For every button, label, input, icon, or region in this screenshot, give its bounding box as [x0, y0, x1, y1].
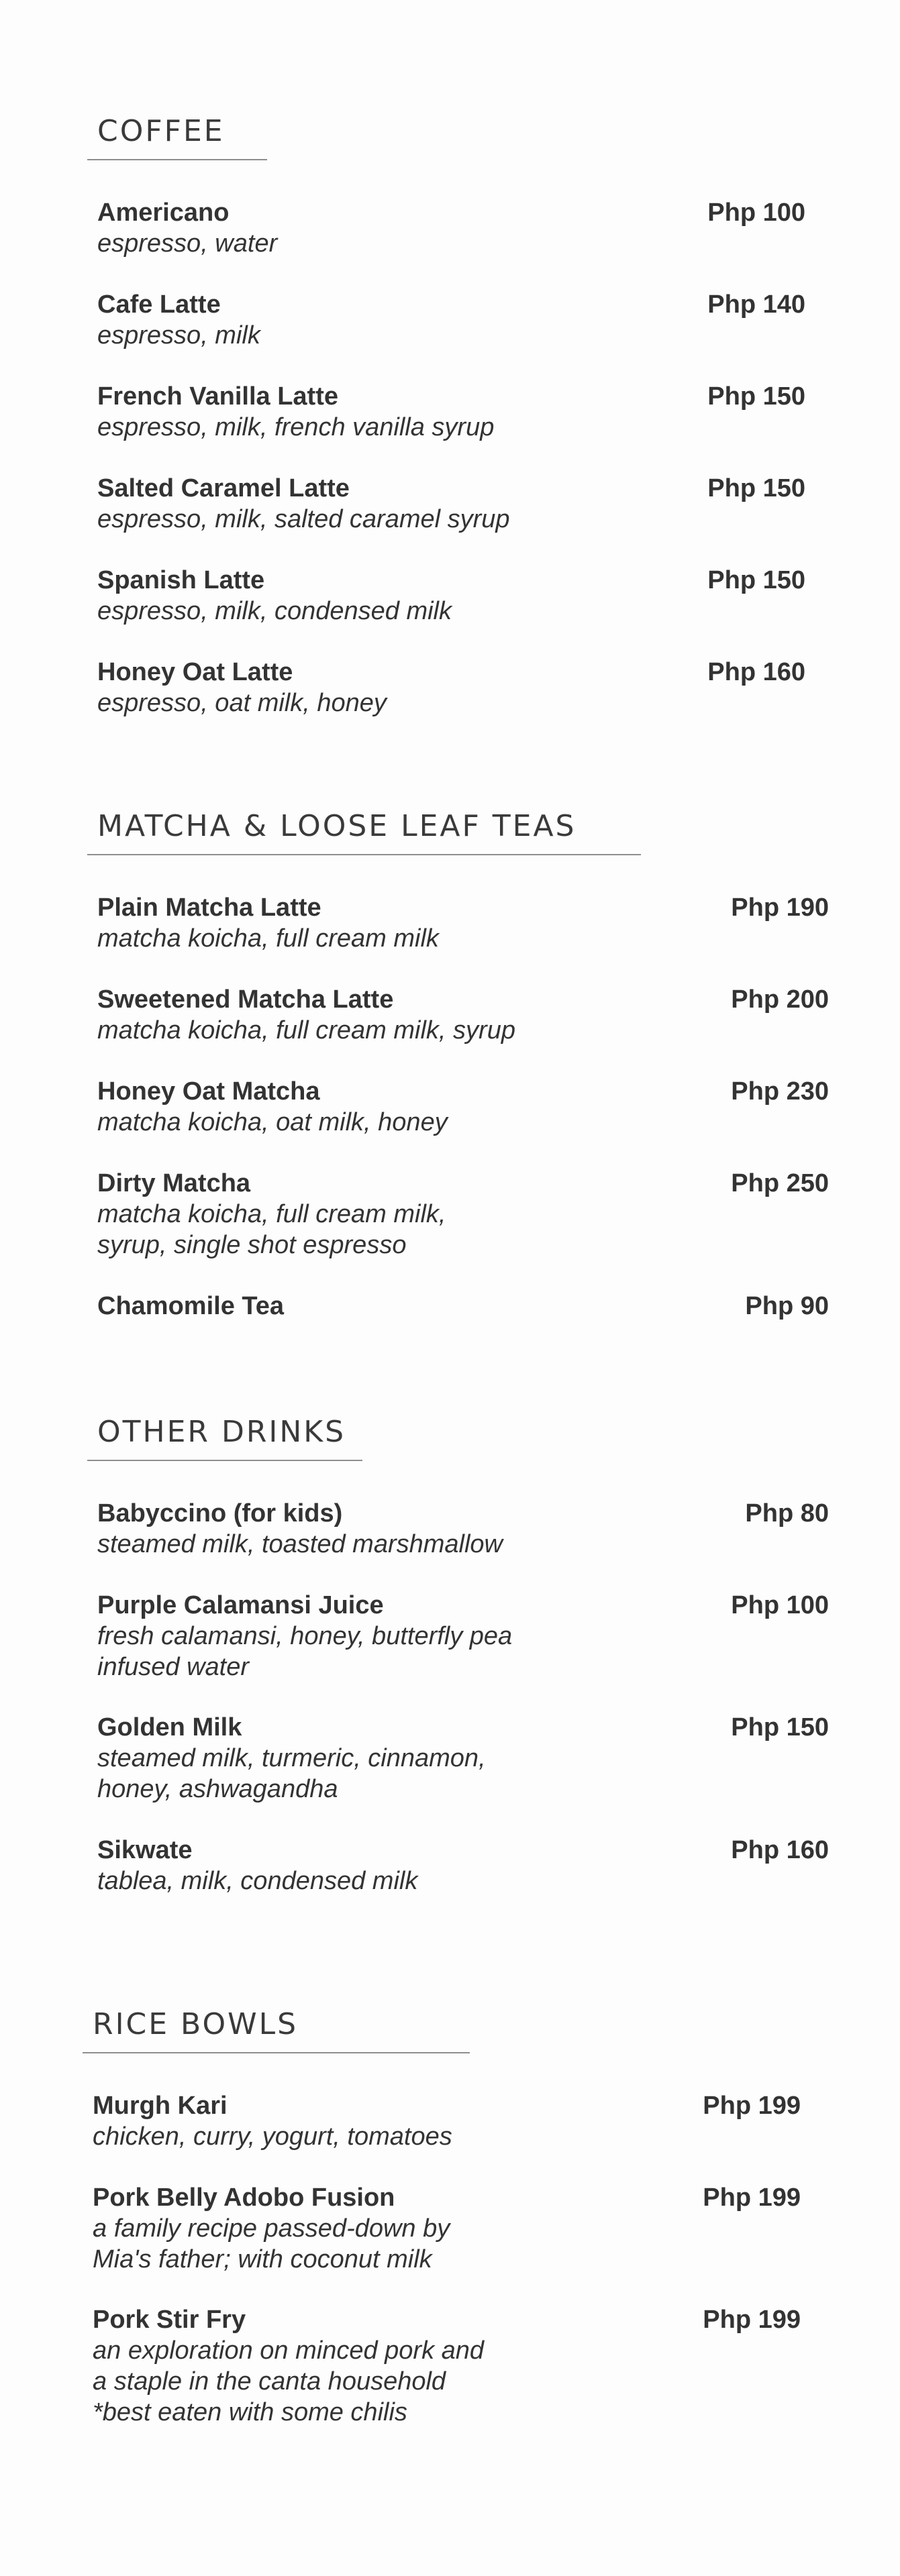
item-description: matcha koicha, full cream milk: [97, 924, 439, 953]
menu-item: [97, 565, 805, 627]
item-description: tablea, milk, condensed milk: [97, 1867, 418, 1895]
title-divider: [83, 2052, 470, 2053]
item-description: espresso, milk, condensed milk: [97, 597, 452, 625]
item-description: steamed milk, toasted marshmallow: [97, 1530, 503, 1558]
menu-item: [93, 2090, 801, 2152]
item-name: Golden Milk: [97, 1713, 242, 1741]
menu-item: [97, 984, 829, 1046]
menu-item: [97, 197, 805, 259]
item-price: Php 160: [731, 1836, 829, 1864]
item-description: espresso, milk, salted caramel syrup: [97, 505, 510, 533]
item-price: Php 150: [707, 474, 805, 502]
section-rice-bowls: [93, 2007, 801, 2450]
item-name: Plain Matcha Latte: [97, 894, 321, 922]
item-price: Php 100: [707, 199, 805, 227]
item-name: Sikwate: [97, 1836, 193, 1864]
item-price: Php 160: [707, 658, 805, 686]
item-price: Php 80: [745, 1499, 829, 1527]
menu-item: [97, 1498, 829, 1560]
section-title: OTHER DRINKS: [97, 1415, 346, 1449]
item-description: chicken, curry, yogurt, tomatoes: [93, 2123, 452, 2151]
item-description: espresso, oat milk, honey: [97, 689, 387, 717]
item-name: Chamomile Tea: [97, 1292, 285, 1320]
item-price: Php 250: [731, 1169, 829, 1197]
menu-item: [97, 892, 829, 954]
section-matcha-teas: [97, 809, 829, 1339]
item-description: steamed milk, turmeric, cinnamon, honey, ashwagandha: [97, 1744, 486, 1803]
item-description: espresso, water: [97, 229, 278, 258]
section-title: MATCHA & LOOSE LEAF TEAS: [97, 809, 577, 843]
item-name: Americano: [97, 199, 230, 227]
menu-item: [97, 1835, 829, 1896]
title-divider: [87, 854, 641, 855]
item-price: Php 150: [707, 382, 805, 411]
item-price: Php 90: [745, 1292, 829, 1320]
item-price: Php 150: [731, 1713, 829, 1741]
item-description: an exploration on minced pork and a staple in the canta household *best eaten with some chilis: [93, 2337, 485, 2426]
item-name: Honey Oat Matcha: [97, 1077, 320, 1106]
title-divider: [87, 159, 267, 160]
item-price: Php 200: [731, 985, 829, 1014]
item-description: espresso, milk: [97, 321, 260, 350]
item-price: Php 199: [703, 2184, 801, 2212]
item-name: Pork Belly Adobo Fusion: [93, 2184, 395, 2212]
menu-item: [97, 1291, 829, 1322]
section-title: COFFEE: [97, 114, 225, 148]
menu-item: [97, 657, 805, 718]
item-price: Php 190: [731, 894, 829, 922]
menu-item: [97, 1712, 829, 1805]
item-name: Dirty Matcha: [97, 1169, 251, 1197]
item-name: Sweetened Matcha Latte: [97, 985, 394, 1014]
menu-item: [97, 473, 805, 535]
menu-item: [97, 381, 805, 443]
menu-item: [93, 2304, 801, 2428]
section-title: RICE BOWLS: [93, 2007, 299, 2041]
item-price: Php 150: [707, 566, 805, 594]
item-name: Pork Stir Fry: [93, 2306, 246, 2334]
menu-item: [93, 2182, 801, 2275]
item-name: Honey Oat Latte: [97, 658, 293, 686]
item-description: fresh calamansi, honey, butterfly pea infused water: [97, 1622, 513, 1681]
item-description: matcha koicha, oat milk, honey: [97, 1108, 448, 1136]
item-description: matcha koicha, full cream milk, syrup, single shot espresso: [97, 1200, 446, 1259]
section-other-drinks: [97, 1415, 829, 1911]
menu-item: [97, 289, 805, 351]
menu-item: [97, 1590, 829, 1682]
item-description: a family recipe passed-down by Mia's father; with coconut milk: [93, 2214, 450, 2273]
menu-item: [97, 1076, 829, 1138]
item-price: Php 199: [703, 2092, 801, 2120]
item-price: Php 199: [703, 2306, 801, 2334]
item-price: Php 140: [707, 290, 805, 319]
item-price: Php 100: [731, 1591, 829, 1619]
item-name: Spanish Latte: [97, 566, 265, 594]
item-name: Purple Calamansi Juice: [97, 1591, 384, 1619]
item-name: Cafe Latte: [97, 290, 221, 319]
title-divider: [87, 1460, 362, 1461]
section-coffee: [97, 114, 809, 731]
menu-item: [97, 1168, 829, 1260]
item-name: Murgh Kari: [93, 2092, 228, 2120]
item-name: Salted Caramel Latte: [97, 474, 350, 502]
item-description: espresso, milk, french vanilla syrup: [97, 413, 495, 441]
item-description: matcha koicha, full cream milk, syrup: [97, 1016, 515, 1044]
item-name: Babyccino (for kids): [97, 1499, 343, 1527]
item-price: Php 230: [731, 1077, 829, 1106]
item-name: French Vanilla Latte: [97, 382, 338, 411]
